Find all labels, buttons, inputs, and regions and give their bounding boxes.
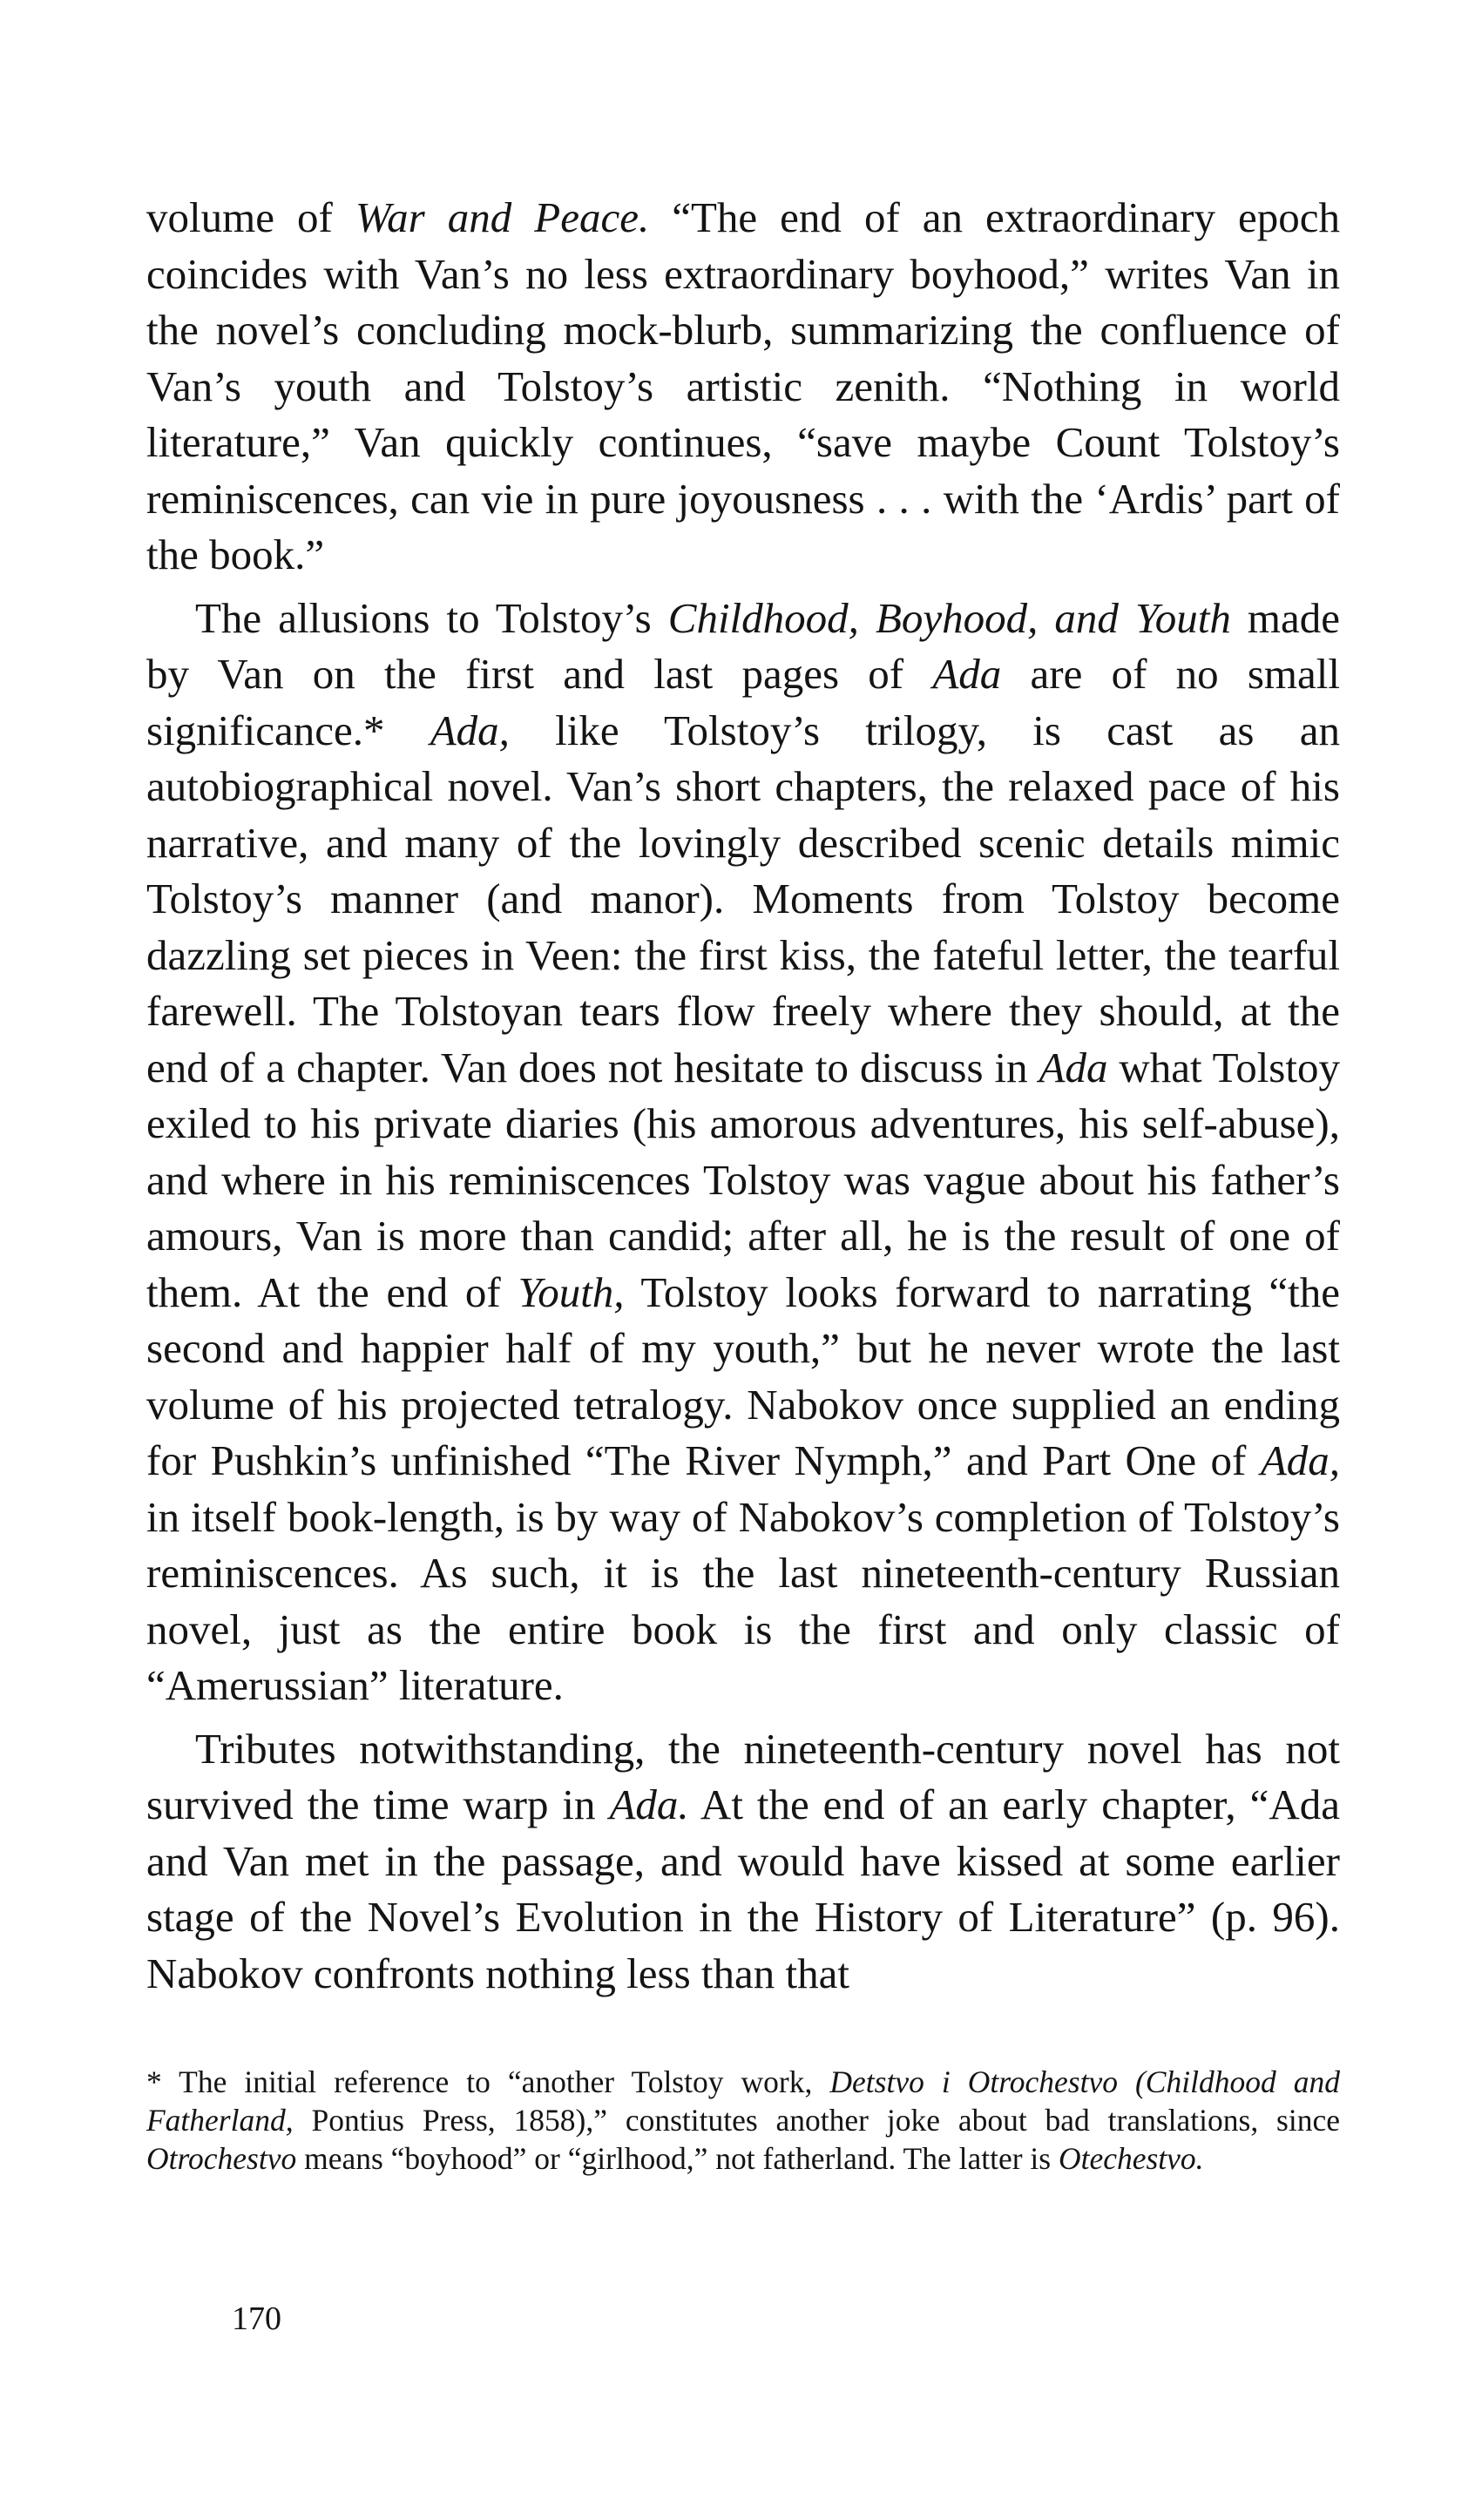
text-run-footnote-0: * The initial reference to “another Tolstoy work, bbox=[146, 2064, 830, 2099]
text-run-paragraphs-0-2: “The end of an extraordinary epoch coincides with Van’s no less extraordinary boyhood,” writes Van in the novel’s concluding mock-blurb, summarizing the confluence of Van’s youth and Tolstoy’s artistic zenith. “Nothing in world literature,” Van quickly continues, “save maybe Count Tolstoy’s reminiscences, can vie in pure joyousness . . . with the ‘Ardis’ part of the book.” bbox=[146, 193, 1340, 578]
paragraph-2 bbox=[146, 591, 1340, 1714]
text-run-footnote-4: means “boyhood” or “girlhood,” not fatherland. The latter is bbox=[296, 2141, 1059, 2176]
text-run-paragraphs-2-2: At the end of an early chapter, “Ada and Van met in the passage, and would have kissed at some earlier stage of the Novel’s Evolution in the History of Literature” (p. 96). Nabokov confronts nothing less than that bbox=[146, 1780, 1340, 1997]
text-run-paragraphs-1-8: what Tolstoy exiled to his private diaries (his amorous adventures, his self-abuse), and where in his reminiscences Tolstoy was vague about his father’s amours, Van is more than candid; after all, he is the result of one of them. At the end of bbox=[146, 1043, 1340, 1316]
page-number: 170 bbox=[232, 2300, 281, 2337]
text-run-paragraphs-1-6: like Tolstoy’s trilogy, is cast as an autobiographical novel. Van’s short chapters, the relaxed pace of his narrative, and many of the lovingly described scenic details mimic Tolstoy’s manner (and manor). Moments from Tolstoy become dazzling set pieces in Veen: the first kiss, the fateful letter, the tearful farewell. The Tolstoyan tears flow freely where they should, at the end of a chapter. Van does not hesitate to discuss in bbox=[146, 706, 1340, 1091]
text-run-paragraphs-1-10: Tolstoy looks forward to narrating “the second and happier half of my youth,” but he never wrote the last volume of his projected tetralogy. Nabokov once supplied an ending for Pushkin’s unfinished “The River Nymph,” and Part One of bbox=[146, 1267, 1341, 1484]
italic-run-paragraphs-0-1: War and Peace. bbox=[355, 193, 650, 241]
italic-run-paragraphs-1-9: Youth, bbox=[518, 1267, 625, 1316]
text-run-paragraphs-0-0: volume of bbox=[146, 193, 355, 241]
text-run-paragraphs-1-2: made by Van on the first and last pages of bbox=[146, 593, 1340, 698]
text-run-footnote-2: Pontius Press, 1858),” constitutes another joke about bad translations, since bbox=[293, 2103, 1340, 2138]
text-run-paragraphs-1-12: in itself book-length, is by way of Nabokov’s completion of Tolstoy’s reminiscences. As such, it is the last nineteenth-century Russian novel, just as the entire book is the first and only classic of “Amerussian” literature. bbox=[146, 1492, 1340, 1709]
italic-run-paragraphs-1-11: Ada, bbox=[1260, 1436, 1340, 1484]
italic-run-paragraphs-1-3: Ada bbox=[932, 650, 1002, 698]
text-run-paragraphs-2-0: Tributes notwithstanding, the nineteenth-century novel has not survived the time warp in bbox=[146, 1724, 1340, 1828]
italic-run-footnote-5: Otechestvo. bbox=[1058, 2141, 1204, 2176]
footnote bbox=[146, 2063, 1340, 2178]
italic-run-paragraphs-1-5: Ada, bbox=[430, 706, 510, 754]
italic-run-paragraphs-1-1: Childhood, Boyhood, and Youth bbox=[667, 593, 1231, 642]
text-run-paragraphs-1-0: The allusions to Tolstoy’s bbox=[195, 593, 668, 642]
body-text bbox=[146, 190, 1340, 2002]
italic-run-paragraphs-2-1: Ada. bbox=[609, 1780, 689, 1828]
italic-run-footnote-3: Otrochestvo bbox=[146, 2141, 297, 2176]
text-run-paragraphs-1-4: are of no small significance.* bbox=[146, 650, 1341, 754]
italic-run-paragraphs-1-7: Ada bbox=[1039, 1043, 1108, 1091]
paragraph-3 bbox=[146, 1721, 1340, 2003]
paragraph-1 bbox=[146, 190, 1340, 584]
italic-run-footnote-1: Detstvo i Otrochestvo (Childhood and Fatherland, bbox=[146, 2064, 1340, 2138]
